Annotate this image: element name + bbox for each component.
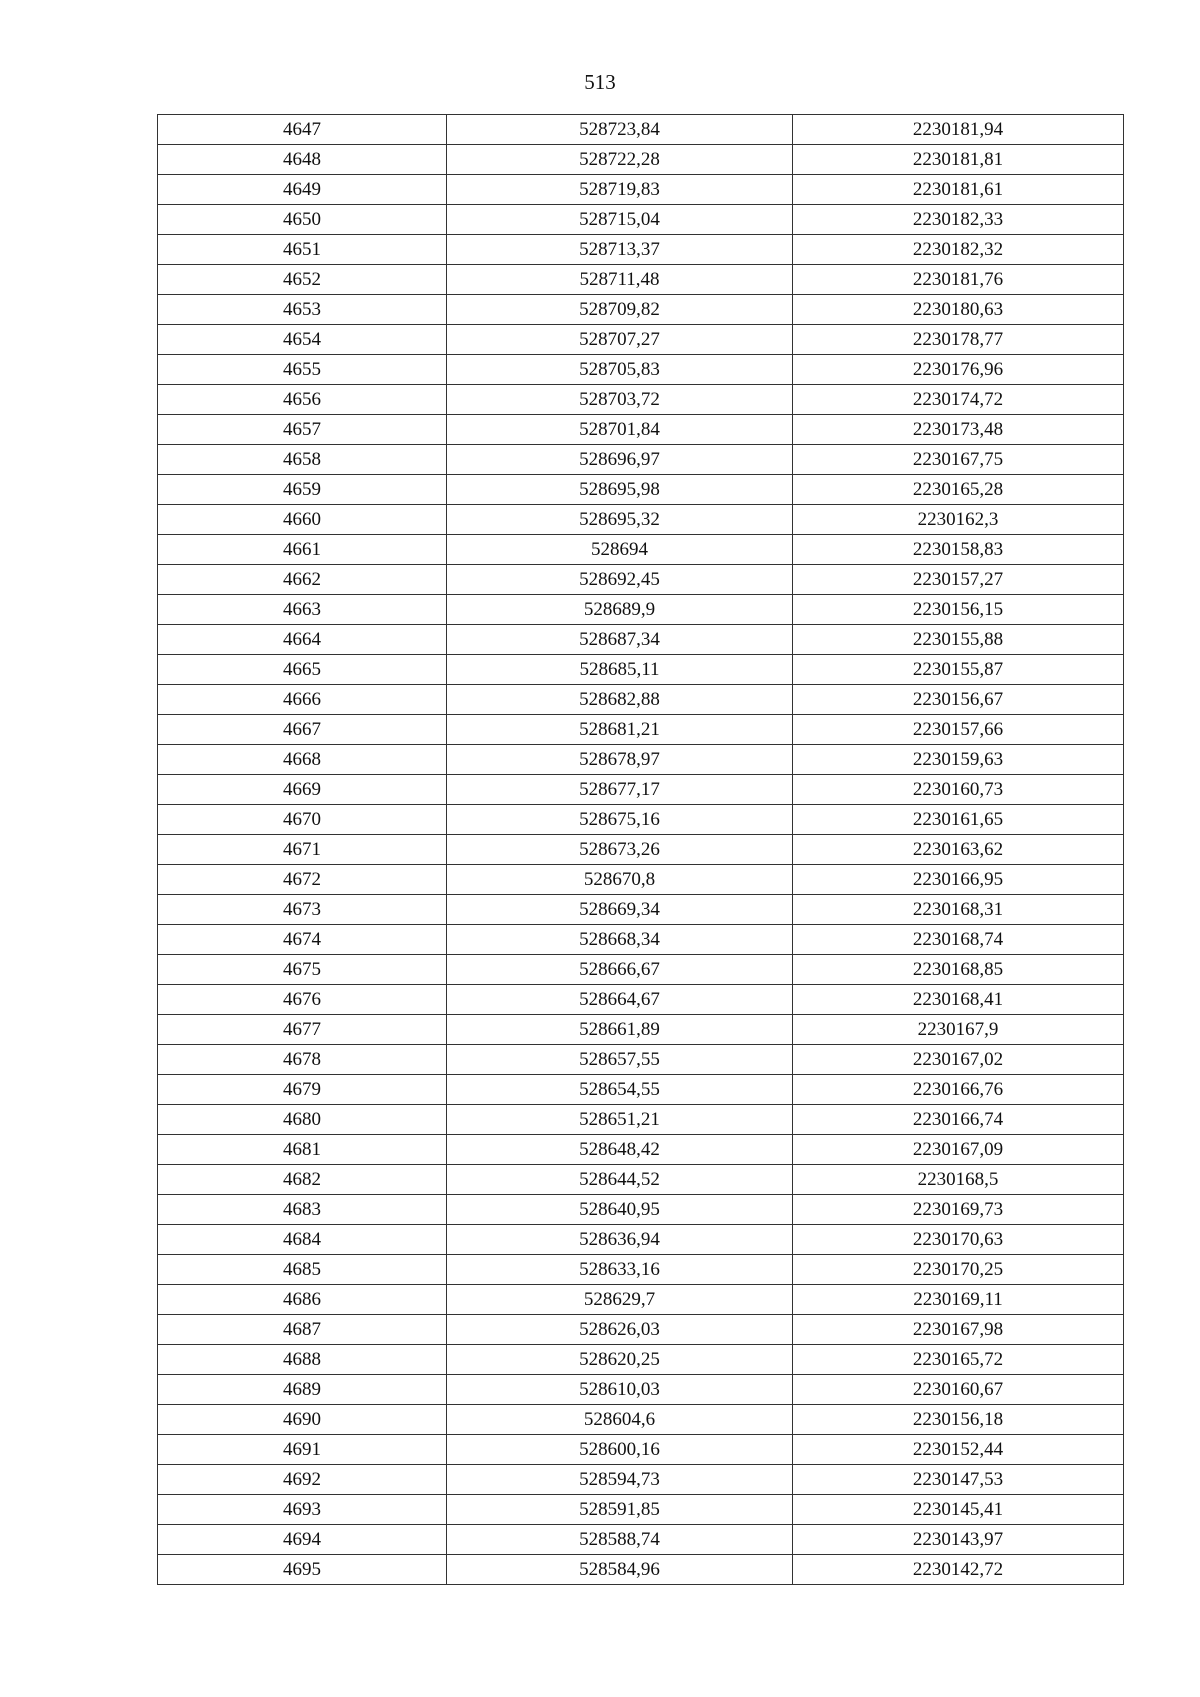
point-number-cell: 4679 <box>158 1075 447 1105</box>
y-coordinate-cell: 2230167,09 <box>793 1135 1124 1165</box>
point-number-cell: 4676 <box>158 985 447 1015</box>
y-coordinate-cell: 2230165,72 <box>793 1345 1124 1375</box>
table-row <box>158 1225 1124 1255</box>
y-coordinate-cell: 2230168,41 <box>793 985 1124 1015</box>
x-coordinate-cell: 528584,96 <box>447 1555 793 1585</box>
table-row <box>158 1405 1124 1435</box>
point-number-cell: 4684 <box>158 1225 447 1255</box>
point-number-cell: 4647 <box>158 115 447 145</box>
x-coordinate-cell: 528677,17 <box>447 775 793 805</box>
point-number-cell: 4693 <box>158 1495 447 1525</box>
point-number-cell: 4652 <box>158 265 447 295</box>
x-coordinate-cell: 528685,11 <box>447 655 793 685</box>
point-number-cell: 4648 <box>158 145 447 175</box>
table-row <box>158 415 1124 445</box>
y-coordinate-cell: 2230145,41 <box>793 1495 1124 1525</box>
y-coordinate-cell: 2230167,98 <box>793 1315 1124 1345</box>
point-number-cell: 4663 <box>158 595 447 625</box>
x-coordinate-cell: 528723,84 <box>447 115 793 145</box>
point-number-cell: 4651 <box>158 235 447 265</box>
table-row <box>158 715 1124 745</box>
y-coordinate-cell: 2230156,67 <box>793 685 1124 715</box>
x-coordinate-cell: 528626,03 <box>447 1315 793 1345</box>
x-coordinate-cell: 528695,98 <box>447 475 793 505</box>
point-number-cell: 4673 <box>158 895 447 925</box>
x-coordinate-cell: 528604,6 <box>447 1405 793 1435</box>
point-number-cell: 4690 <box>158 1405 447 1435</box>
y-coordinate-cell: 2230163,62 <box>793 835 1124 865</box>
point-number-cell: 4688 <box>158 1345 447 1375</box>
y-coordinate-cell: 2230182,32 <box>793 235 1124 265</box>
point-number-cell: 4669 <box>158 775 447 805</box>
point-number-cell: 4683 <box>158 1195 447 1225</box>
x-coordinate-cell: 528705,83 <box>447 355 793 385</box>
point-number-cell: 4677 <box>158 1015 447 1045</box>
x-coordinate-cell: 528681,21 <box>447 715 793 745</box>
table-row <box>158 565 1124 595</box>
table-row <box>158 1465 1124 1495</box>
y-coordinate-cell: 2230162,3 <box>793 505 1124 535</box>
y-coordinate-cell: 2230176,96 <box>793 355 1124 385</box>
point-number-cell: 4687 <box>158 1315 447 1345</box>
point-number-cell: 4692 <box>158 1465 447 1495</box>
x-coordinate-cell: 528713,37 <box>447 235 793 265</box>
table-row <box>158 1135 1124 1165</box>
y-coordinate-cell: 2230160,73 <box>793 775 1124 805</box>
x-coordinate-cell: 528682,88 <box>447 685 793 715</box>
table-row <box>158 1555 1124 1585</box>
table-row <box>158 265 1124 295</box>
point-number-cell: 4659 <box>158 475 447 505</box>
point-number-cell: 4670 <box>158 805 447 835</box>
point-number-cell: 4655 <box>158 355 447 385</box>
y-coordinate-cell: 2230152,44 <box>793 1435 1124 1465</box>
x-coordinate-cell: 528620,25 <box>447 1345 793 1375</box>
x-coordinate-cell: 528695,32 <box>447 505 793 535</box>
y-coordinate-cell: 2230173,48 <box>793 415 1124 445</box>
point-number-cell: 4694 <box>158 1525 447 1555</box>
y-coordinate-cell: 2230170,25 <box>793 1255 1124 1285</box>
x-coordinate-cell: 528687,34 <box>447 625 793 655</box>
point-number-cell: 4662 <box>158 565 447 595</box>
point-number-cell: 4666 <box>158 685 447 715</box>
x-coordinate-cell: 528709,82 <box>447 295 793 325</box>
table-row <box>158 595 1124 625</box>
point-number-cell: 4678 <box>158 1045 447 1075</box>
point-number-cell: 4672 <box>158 865 447 895</box>
x-coordinate-cell: 528651,21 <box>447 1105 793 1135</box>
point-number-cell: 4658 <box>158 445 447 475</box>
y-coordinate-cell: 2230155,88 <box>793 625 1124 655</box>
y-coordinate-cell: 2230161,65 <box>793 805 1124 835</box>
point-number-cell: 4674 <box>158 925 447 955</box>
point-number-cell: 4691 <box>158 1435 447 1465</box>
table-row <box>158 115 1124 145</box>
point-number-cell: 4675 <box>158 955 447 985</box>
table-row <box>158 775 1124 805</box>
table-row <box>158 835 1124 865</box>
page-number: 513 <box>584 70 616 94</box>
y-coordinate-cell: 2230157,27 <box>793 565 1124 595</box>
table-row <box>158 745 1124 775</box>
x-coordinate-cell: 528648,42 <box>447 1135 793 1165</box>
point-number-cell: 4682 <box>158 1165 447 1195</box>
x-coordinate-cell: 528694 <box>447 535 793 565</box>
point-number-cell: 4661 <box>158 535 447 565</box>
table-row <box>158 355 1124 385</box>
y-coordinate-cell: 2230156,15 <box>793 595 1124 625</box>
coordinates-table <box>157 114 1124 1585</box>
y-coordinate-cell: 2230181,61 <box>793 175 1124 205</box>
y-coordinate-cell: 2230166,95 <box>793 865 1124 895</box>
table-row <box>158 1495 1124 1525</box>
point-number-cell: 4668 <box>158 745 447 775</box>
point-number-cell: 4667 <box>158 715 447 745</box>
y-coordinate-cell: 2230168,74 <box>793 925 1124 955</box>
x-coordinate-cell: 528594,73 <box>447 1465 793 1495</box>
y-coordinate-cell: 2230167,9 <box>793 1015 1124 1045</box>
table-row <box>158 865 1124 895</box>
table-row <box>158 505 1124 535</box>
point-number-cell: 4654 <box>158 325 447 355</box>
y-coordinate-cell: 2230157,66 <box>793 715 1124 745</box>
table-row <box>158 1195 1124 1225</box>
table-row <box>158 1015 1124 1045</box>
table-row <box>158 1525 1124 1555</box>
point-number-cell: 4649 <box>158 175 447 205</box>
y-coordinate-cell: 2230178,77 <box>793 325 1124 355</box>
table-row <box>158 1285 1124 1315</box>
y-coordinate-cell: 2230167,02 <box>793 1045 1124 1075</box>
table-row <box>158 235 1124 265</box>
x-coordinate-cell: 528610,03 <box>447 1375 793 1405</box>
y-coordinate-cell: 2230170,63 <box>793 1225 1124 1255</box>
x-coordinate-cell: 528678,97 <box>447 745 793 775</box>
y-coordinate-cell: 2230143,97 <box>793 1525 1124 1555</box>
y-coordinate-cell: 2230155,87 <box>793 655 1124 685</box>
table-row <box>158 1045 1124 1075</box>
point-number-cell: 4689 <box>158 1375 447 1405</box>
table-row <box>158 145 1124 175</box>
y-coordinate-cell: 2230169,11 <box>793 1285 1124 1315</box>
y-coordinate-cell: 2230160,67 <box>793 1375 1124 1405</box>
table-row <box>158 475 1124 505</box>
table-row <box>158 295 1124 325</box>
table-row <box>158 1165 1124 1195</box>
x-coordinate-cell: 528600,16 <box>447 1435 793 1465</box>
x-coordinate-cell: 528591,85 <box>447 1495 793 1525</box>
point-number-cell: 4665 <box>158 655 447 685</box>
x-coordinate-cell: 528673,26 <box>447 835 793 865</box>
x-coordinate-cell: 528629,7 <box>447 1285 793 1315</box>
y-coordinate-cell: 2230169,73 <box>793 1195 1124 1225</box>
table-row <box>158 655 1124 685</box>
point-number-cell: 4681 <box>158 1135 447 1165</box>
x-coordinate-cell: 528633,16 <box>447 1255 793 1285</box>
y-coordinate-cell: 2230174,72 <box>793 385 1124 415</box>
table-row <box>158 1345 1124 1375</box>
y-coordinate-cell: 2230159,63 <box>793 745 1124 775</box>
y-coordinate-cell: 2230165,28 <box>793 475 1124 505</box>
point-number-cell: 4650 <box>158 205 447 235</box>
x-coordinate-cell: 528689,9 <box>447 595 793 625</box>
x-coordinate-cell: 528692,45 <box>447 565 793 595</box>
y-coordinate-cell: 2230168,31 <box>793 895 1124 925</box>
y-coordinate-cell: 2230168,5 <box>793 1165 1124 1195</box>
y-coordinate-cell: 2230158,83 <box>793 535 1124 565</box>
x-coordinate-cell: 528588,74 <box>447 1525 793 1555</box>
table-row <box>158 1255 1124 1285</box>
x-coordinate-cell: 528668,34 <box>447 925 793 955</box>
point-number-cell: 4680 <box>158 1105 447 1135</box>
table-row <box>158 1105 1124 1135</box>
y-coordinate-cell: 2230142,72 <box>793 1555 1124 1585</box>
x-coordinate-cell: 528664,67 <box>447 985 793 1015</box>
point-number-cell: 4695 <box>158 1555 447 1585</box>
y-coordinate-cell: 2230181,94 <box>793 115 1124 145</box>
y-coordinate-cell: 2230182,33 <box>793 205 1124 235</box>
table-row <box>158 1075 1124 1105</box>
x-coordinate-cell: 528711,48 <box>447 265 793 295</box>
y-coordinate-cell: 2230168,85 <box>793 955 1124 985</box>
y-coordinate-cell: 2230156,18 <box>793 1405 1124 1435</box>
table-row <box>158 1315 1124 1345</box>
x-coordinate-cell: 528657,55 <box>447 1045 793 1075</box>
table-row <box>158 625 1124 655</box>
table-row <box>158 1375 1124 1405</box>
table-row <box>158 535 1124 565</box>
table-row <box>158 955 1124 985</box>
coordinates-table-body <box>158 115 1124 1585</box>
x-coordinate-cell: 528722,28 <box>447 145 793 175</box>
table-row <box>158 175 1124 205</box>
x-coordinate-cell: 528669,34 <box>447 895 793 925</box>
table-row <box>158 895 1124 925</box>
table-row <box>158 445 1124 475</box>
table-row <box>158 385 1124 415</box>
x-coordinate-cell: 528719,83 <box>447 175 793 205</box>
y-coordinate-cell: 2230166,76 <box>793 1075 1124 1105</box>
table-row <box>158 1435 1124 1465</box>
x-coordinate-cell: 528640,95 <box>447 1195 793 1225</box>
point-number-cell: 4657 <box>158 415 447 445</box>
table-row <box>158 985 1124 1015</box>
y-coordinate-cell: 2230180,63 <box>793 295 1124 325</box>
x-coordinate-cell: 528666,67 <box>447 955 793 985</box>
x-coordinate-cell: 528661,89 <box>447 1015 793 1045</box>
x-coordinate-cell: 528696,97 <box>447 445 793 475</box>
y-coordinate-cell: 2230147,53 <box>793 1465 1124 1495</box>
x-coordinate-cell: 528715,04 <box>447 205 793 235</box>
point-number-cell: 4686 <box>158 1285 447 1315</box>
x-coordinate-cell: 528654,55 <box>447 1075 793 1105</box>
table-row <box>158 685 1124 715</box>
point-number-cell: 4653 <box>158 295 447 325</box>
x-coordinate-cell: 528701,84 <box>447 415 793 445</box>
x-coordinate-cell: 528703,72 <box>447 385 793 415</box>
table-row <box>158 205 1124 235</box>
x-coordinate-cell: 528707,27 <box>447 325 793 355</box>
y-coordinate-cell: 2230167,75 <box>793 445 1124 475</box>
x-coordinate-cell: 528644,52 <box>447 1165 793 1195</box>
table-row <box>158 925 1124 955</box>
y-coordinate-cell: 2230181,76 <box>793 265 1124 295</box>
y-coordinate-cell: 2230181,81 <box>793 145 1124 175</box>
x-coordinate-cell: 528636,94 <box>447 1225 793 1255</box>
point-number-cell: 4671 <box>158 835 447 865</box>
x-coordinate-cell: 528670,8 <box>447 865 793 895</box>
point-number-cell: 4656 <box>158 385 447 415</box>
x-coordinate-cell: 528675,16 <box>447 805 793 835</box>
point-number-cell: 4685 <box>158 1255 447 1285</box>
y-coordinate-cell: 2230166,74 <box>793 1105 1124 1135</box>
point-number-cell: 4660 <box>158 505 447 535</box>
table-row <box>158 805 1124 835</box>
table-row <box>158 325 1124 355</box>
point-number-cell: 4664 <box>158 625 447 655</box>
